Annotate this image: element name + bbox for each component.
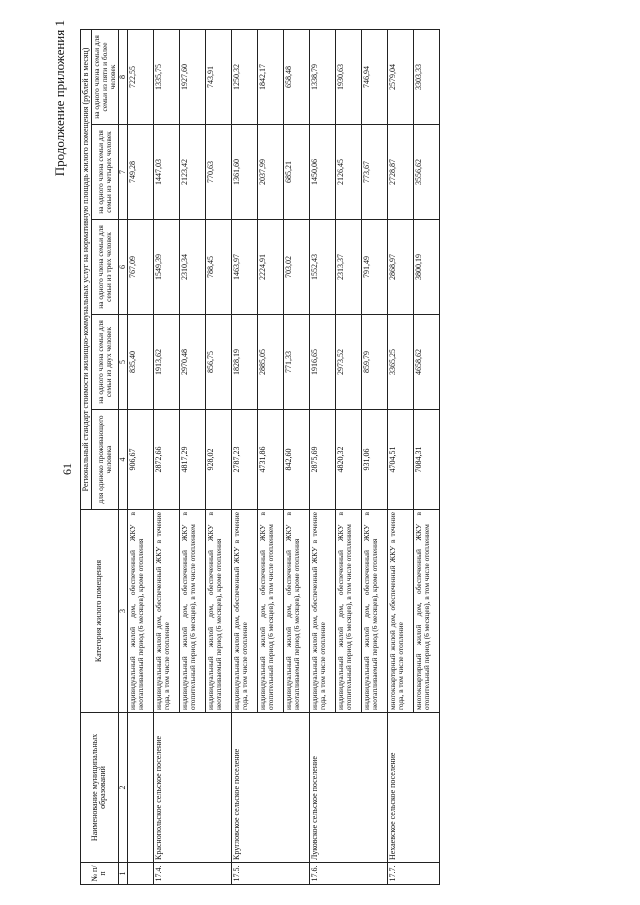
- housing-category: индивидуальный жилой дом, обеспеченный ЖКУ в неотапливаемый период (6 месяцев), кроме отопления: [128, 510, 154, 713]
- table-row: [232, 29, 258, 884]
- standard-value: 2037,99: [258, 125, 284, 220]
- header-sub-family-2: на одного члена семьи для семьи из двух человек: [92, 315, 118, 410]
- standard-value: 7084,31: [414, 410, 440, 510]
- column-index: 1: [118, 863, 127, 885]
- standard-value: 2787,23: [232, 410, 258, 510]
- standard-value: 2872,66: [154, 410, 180, 510]
- housing-category: индивидуальный жилой дом, обеспеченный ЖКУ в неотапливаемый период (6 месяцев), кроме отопления: [206, 510, 232, 713]
- standard-value: 835,40: [128, 315, 154, 410]
- standard-value: 767,09: [128, 220, 154, 315]
- housing-category: индивидуальный жилой дом, обеспеченный ЖКУ в неотапливаемый период (6 месяцев), кроме отопления: [284, 510, 310, 713]
- standard-value: 4704,51: [388, 410, 414, 510]
- header-category: Категория жилого помещения: [81, 510, 119, 713]
- standard-value: 1463,97: [232, 220, 258, 315]
- header-municipality: Наименование муниципальных образований: [81, 713, 119, 863]
- standard-value: 703,02: [284, 220, 310, 315]
- header-standard-group: Региональный стандарт стоимости жилищно-коммунальных услуг на нормативную площадь жилого помещения (рублей в месяц): [81, 29, 92, 509]
- housing-category: индивидуальный жилой дом, обеспеченный ЖКУ в течение года, в том числе отопление: [232, 510, 258, 713]
- housing-category: многоквартирный жилой дом, обеспеченный ЖКУ в течение года, в том числе отопление: [388, 510, 414, 713]
- table-row: [388, 29, 414, 884]
- page-number: 61: [60, 463, 74, 475]
- standard-value: 2310,34: [180, 220, 206, 315]
- standard-value: 1842,17: [258, 29, 284, 124]
- housing-category: индивидуальный жилой дом, обеспеченный ЖКУ в отопительный период (6 месяцев), в том числе отоплением: [336, 510, 362, 713]
- standard-value: 3800,19: [414, 220, 440, 315]
- standard-value: 770,63: [206, 125, 232, 220]
- table-row: [128, 29, 154, 884]
- row-number: [128, 863, 154, 885]
- standard-value: 859,79: [362, 315, 388, 410]
- standard-value: 906,67: [128, 410, 154, 510]
- column-index: 6: [118, 220, 127, 315]
- municipality-name: [128, 713, 154, 863]
- standard-value: 722,55: [128, 29, 154, 124]
- standard-value: 842,60: [284, 410, 310, 510]
- standard-value: 2126,45: [336, 125, 362, 220]
- standard-value: 685,21: [284, 125, 310, 220]
- standard-value: 1361,60: [232, 125, 258, 220]
- standard-value: 749,28: [128, 125, 154, 220]
- standard-value: 4731,86: [258, 410, 284, 510]
- standard-value: 4658,62: [414, 315, 440, 410]
- standard-value: 4820,32: [336, 410, 362, 510]
- housing-category: индивидуальный жилой дом, обеспеченный ЖКУ в течение года, в том числе отопление: [154, 510, 180, 713]
- standard-value: 791,49: [362, 220, 388, 315]
- municipality-name: Кругловское сельское поселение: [232, 713, 310, 863]
- standard-value: 1447,03: [154, 125, 180, 220]
- column-index: 5: [118, 315, 127, 410]
- standard-value: 1927,60: [180, 29, 206, 124]
- standard-value: 2970,48: [180, 315, 206, 410]
- standard-value: 2579,04: [388, 29, 414, 124]
- standard-value: 2728,87: [388, 125, 414, 220]
- standard-value: 3303,33: [414, 29, 440, 124]
- municipality-name: Краснопольское сельское поселение: [154, 713, 232, 863]
- row-number: 17.6.: [310, 863, 388, 885]
- column-index: 8: [118, 29, 127, 124]
- standard-value: 658,48: [284, 29, 310, 124]
- housing-category: индивидуальный жилой дом, обеспеченный ЖКУ в отопительный период (6 месяцев), в том числе отоплением: [258, 510, 284, 713]
- header-sub-single: для одиноко проживающего человека: [92, 410, 118, 510]
- standard-value: 1338,79: [310, 29, 336, 124]
- standard-value: 743,91: [206, 29, 232, 124]
- table-row: [154, 29, 180, 884]
- standard-value: 856,75: [206, 315, 232, 410]
- standard-value: 1828,19: [232, 315, 258, 410]
- municipality-name: Луковское сельское поселение: [310, 713, 388, 863]
- row-number: 17.7.: [388, 863, 440, 885]
- header-sub-family-4: на одного члена семьи для семьи из четырех человек: [92, 125, 118, 220]
- column-index: 2: [118, 713, 127, 863]
- standard-value: 2885,05: [258, 315, 284, 410]
- header-sub-family-3: на одного члена семьи для семьи из трех человек: [92, 220, 118, 315]
- standard-value: 2313,37: [336, 220, 362, 315]
- housing-category: индивидуальный жилой дом, обеспеченный ЖКУ в течение года, в том числе отопление: [310, 510, 336, 713]
- standard-value: 2973,52: [336, 315, 362, 410]
- standard-value: 1450,06: [310, 125, 336, 220]
- header-sub-family-5: на одного члена семьи для семьи из пяти и более человек: [92, 29, 118, 124]
- column-index-row: [118, 29, 127, 884]
- standard-value: 771,33: [284, 315, 310, 410]
- standard-value: 931,06: [362, 410, 388, 510]
- standard-value: 788,45: [206, 220, 232, 315]
- appendix-title: Продолжение приложения 1: [52, 20, 67, 177]
- standard-value: 1916,65: [310, 315, 336, 410]
- housing-category: индивидуальный жилой дом, обеспеченный ЖКУ в неотапливаемый период (6 месяцев), кроме отопления: [362, 510, 388, 713]
- standard-value: 3556,62: [414, 125, 440, 220]
- header-num: № п/п: [81, 863, 119, 885]
- standard-value: 773,67: [362, 125, 388, 220]
- row-number: 17.5.: [232, 863, 310, 885]
- standard-value: 1549,39: [154, 220, 180, 315]
- housing-category: многоквартирный жилой дом, обеспеченный ЖКУ в отопительный период (6 месяцев), в том числе отоплением: [414, 510, 440, 713]
- standard-value: 1930,63: [336, 29, 362, 124]
- standard-value: 2224,91: [258, 220, 284, 315]
- standard-value: 2875,69: [310, 410, 336, 510]
- standard-value: 2868,97: [388, 220, 414, 315]
- housing-standard-table: [80, 29, 440, 885]
- standard-value: 3365,25: [388, 315, 414, 410]
- standard-value: 1335,75: [154, 29, 180, 124]
- table-body: [118, 29, 439, 884]
- standard-value: 928,02: [206, 410, 232, 510]
- row-number: 17.4.: [154, 863, 232, 885]
- standard-value: 1552,43: [310, 220, 336, 315]
- standard-value: 746,94: [362, 29, 388, 124]
- column-index: 3: [118, 510, 127, 713]
- table-row: [310, 29, 336, 884]
- standard-value: 1913,62: [154, 315, 180, 410]
- standard-value: 2123,42: [180, 125, 206, 220]
- housing-category: индивидуальный жилой дом, обеспеченный ЖКУ в отопительный период (6 месяцев), в том числе отоплением: [180, 510, 206, 713]
- standard-value: 4817,29: [180, 410, 206, 510]
- standard-value: 1250,32: [232, 29, 258, 124]
- municipality-name: Нехаевское сельское поселение: [388, 713, 440, 863]
- column-index: 7: [118, 125, 127, 220]
- column-index: 4: [118, 410, 127, 510]
